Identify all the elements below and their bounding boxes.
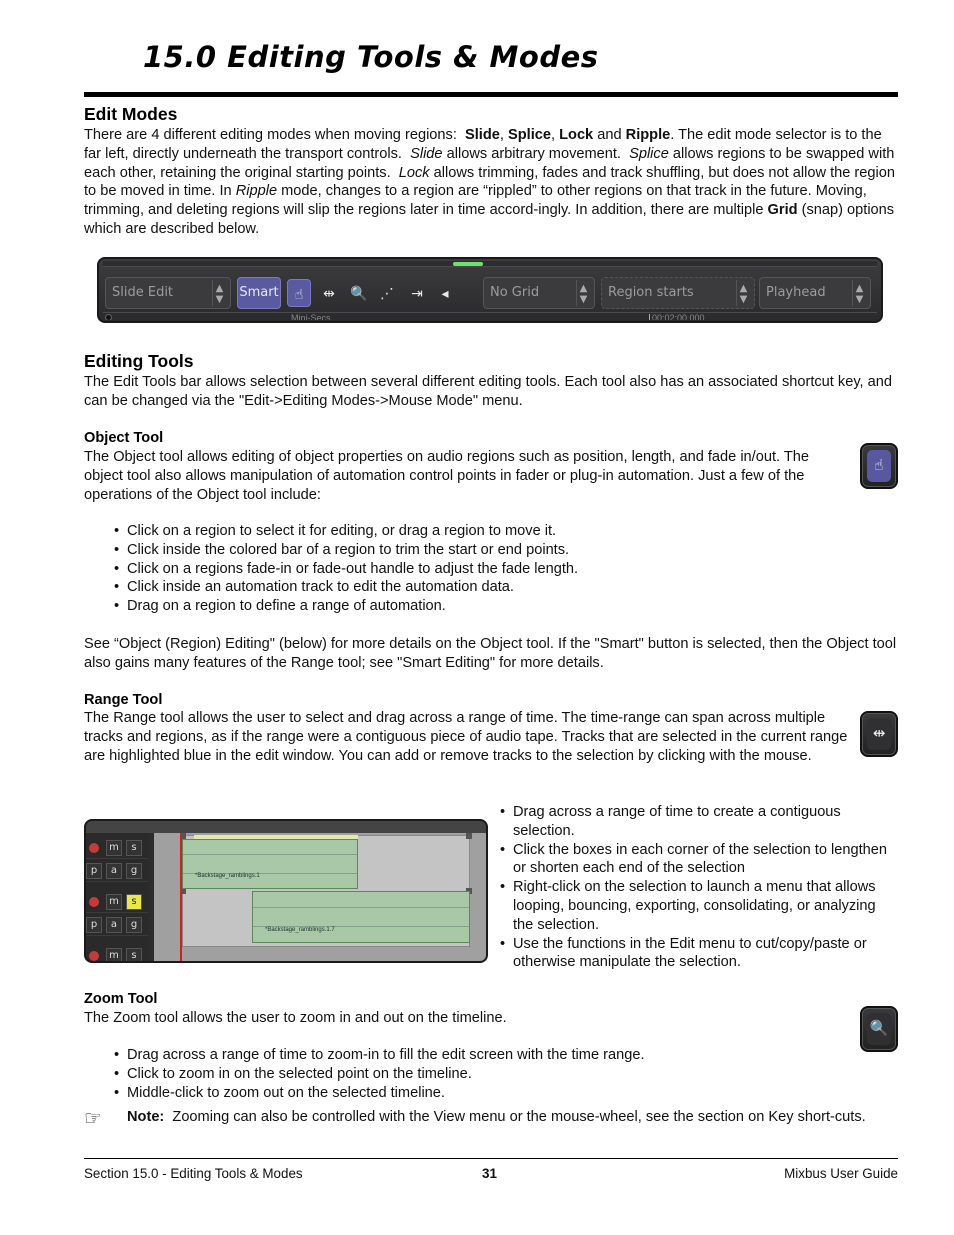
list-item: • Click the boxes in each corner of the selection to lengthen or shorten each end of the selection	[498, 841, 898, 879]
range-arrows-icon: ⇹	[867, 718, 891, 750]
snap-to-select[interactable]: Region starts ▲ ▼	[601, 277, 755, 309]
list-item: • Drag on a region to define a range of automation.	[112, 597, 578, 616]
automation-button: a	[106, 863, 122, 879]
editing-tools-intro: The Edit Tools bar allows selection between several different editing tools. Each tool also has an associated shortcut key, and can be changed via the "Edit->Editing Modes->Mouse Mode" menu.	[84, 374, 892, 409]
zoom-tool-icon[interactable]: 🔍	[350, 285, 368, 301]
zoom-tool-list	[112, 1046, 645, 1102]
range-selection-screenshot	[84, 819, 488, 963]
record-icon	[89, 951, 99, 961]
mini-label: Mini-Secs	[291, 313, 331, 320]
range-tool-heading: Range Tool	[84, 692, 163, 708]
smart-button[interactable]: Smart	[237, 277, 281, 309]
zoom-tool-button	[860, 1006, 898, 1052]
playlist-button: p	[86, 863, 102, 879]
stretch-tool-icon[interactable]: ⇥	[411, 285, 423, 301]
track-header-row	[86, 945, 148, 963]
object-tool-list	[112, 522, 578, 616]
range-tool-list	[498, 803, 898, 972]
region-name: *Backstage_ramblings.1.7	[265, 927, 335, 934]
zoom-note: Note: Zooming can also be controlled with the View menu or the mouse-wheel, see the section on Key short-cuts.	[127, 1109, 866, 1125]
page-title: 15.0 Editing Tools & Modes	[143, 40, 599, 74]
ruler-strip	[86, 821, 486, 833]
playhead-line	[180, 833, 182, 961]
grid-select[interactable]: No Grid ▲ ▼	[483, 277, 595, 309]
pointer-hand-icon: ☝	[867, 450, 891, 482]
object-tool-icon[interactable]: ☝	[287, 279, 311, 307]
toolbar-bottom-strip	[103, 312, 877, 320]
audio-region	[252, 891, 470, 943]
select-arrows-icon: ▲ ▼	[852, 280, 866, 306]
region-name: *Backstage_ramblings.1	[195, 873, 260, 880]
list-item: • Middle-click to zoom out on the selected timeline.	[112, 1084, 645, 1103]
footer-rule	[84, 1158, 898, 1159]
object-tool-heading: Object Tool	[84, 430, 164, 446]
track-headers	[86, 833, 148, 961]
solo-button: s	[126, 948, 142, 963]
range-tool-icon[interactable]: ⇹	[323, 285, 335, 301]
draw-tool-icon[interactable]: ⋰	[380, 285, 394, 301]
edit-mode-select[interactable]: Slide Edit ▲ ▼	[105, 277, 231, 309]
edit-modes-paragraph: There are 4 different editing modes when moving regions: Slide, Splice, Lock and Ripple. The edit mode selector is to the far left, directly underneath the transport controls. Slide allows arbitrary movement. Splice allows regions to be swapped with each other, retaining the original starting points. Lock allows trimming, fades and track shuffling, but does not allow the region to be moved in time. In Ripple mode, changes to a region are “rippled” to other regions on that track in the future. Moving, trimming, and deleting regions will slip the regions later in time accord-ingly. In addition, there are multiple Grid (snap) options which are described below.	[84, 127, 895, 237]
track-header-row	[86, 891, 148, 913]
edit-toolbar-screenshot	[97, 257, 883, 323]
select-arrows-icon: ▲ ▼	[736, 280, 750, 306]
zoom-tool-heading: Zoom Tool	[84, 991, 158, 1007]
select-arrows-icon: ▲ ▼	[576, 280, 590, 306]
toolbar-indicator	[453, 262, 483, 266]
toolbar-top-strip	[103, 261, 877, 267]
solo-button: s	[126, 840, 142, 856]
list-item: • Use the functions in the Edit menu to cut/copy/paste or otherwise manipulate the selection.	[498, 935, 898, 973]
track-header-row	[86, 837, 148, 859]
audition-tool-icon[interactable]: ◂	[441, 285, 449, 301]
mute-button: m	[106, 948, 122, 963]
group-button: g	[126, 917, 142, 933]
automation-button: a	[106, 917, 122, 933]
select-arrows-icon: ▲ ▼	[212, 280, 226, 306]
edit-point-select[interactable]: Playhead ▲ ▼	[759, 277, 871, 309]
object-tool-button	[860, 443, 898, 489]
list-item: • Click on a regions fade-in or fade-out handle to adjust the fade length.	[112, 560, 578, 579]
audio-region	[182, 839, 358, 889]
editing-tools-heading: Editing Tools	[84, 351, 194, 371]
edit-modes-heading: Edit Modes	[84, 104, 178, 124]
list-item: • Click on a region to select it for editing, or drag a region to move it.	[112, 522, 578, 541]
solo-button-active: s	[126, 894, 142, 910]
track-header-row	[86, 914, 148, 936]
page-number: 31	[482, 1166, 497, 1181]
list-item: • Right-click on the selection to launch a menu that allows looping, bouncing, exporting, consolidating, or analyzing the selection.	[498, 878, 898, 934]
selection-corner-handle	[466, 833, 472, 839]
list-item: • Drag across a range of time to zoom-in to fill the edit screen with the time range.	[112, 1046, 645, 1065]
list-item: • Click inside an automation track to edit the automation data.	[112, 578, 578, 597]
record-icon	[89, 897, 99, 907]
range-tool-body: The Range tool allows the user to select and drag across a range of time. The time-range can span across multiple tracks and regions, as if the range were a contiguous piece of audio tape. Tracks that are selected in the current range are highlighted blue in the edit window. You can add or remove tracks to the selection by clicking with the mouse.	[84, 710, 848, 764]
status-dot	[105, 314, 112, 320]
pointing-hand-icon: ☞	[84, 1108, 102, 1130]
footer-guide-title: Mixbus User Guide	[784, 1166, 898, 1181]
mute-button: m	[106, 894, 122, 910]
object-tool-after: See “Object (Region) Editing" (below) for more details on the Object tool. If the "Smart" button is selected, then the Object tool also gains many features of the Range tool; see "Smart Editing" for more details.	[84, 636, 897, 671]
mute-button: m	[106, 840, 122, 856]
object-tool-body: The Object tool allows editing of object properties on audio regions such as position, length, and fade in/out. The object tool also allows manipulation of automation control points in fader or plug-in automation. Just a few of the operations of the Object tool include:	[84, 449, 810, 503]
magnifier-icon: 🔍	[867, 1013, 891, 1045]
group-button: g	[126, 863, 142, 879]
edit-canvas	[154, 833, 486, 961]
record-icon	[89, 843, 99, 853]
list-item: • Click inside the colored bar of a region to trim the start or end points.	[112, 541, 578, 560]
track-header-row	[86, 860, 148, 882]
list-item: • Click to zoom in on the selected point on the timeline.	[112, 1065, 645, 1084]
playlist-button: p	[86, 917, 102, 933]
range-tool-button	[860, 711, 898, 757]
zoom-tool-body: The Zoom tool allows the user to zoom in and out on the timeline.	[84, 1010, 507, 1026]
timecode: 00:02:00.000	[649, 314, 705, 320]
footer-section: Section 15.0 - Editing Tools & Modes	[84, 1166, 303, 1181]
title-rule	[84, 92, 898, 97]
list-item: • Drag across a range of time to create a contiguous selection.	[498, 803, 898, 841]
